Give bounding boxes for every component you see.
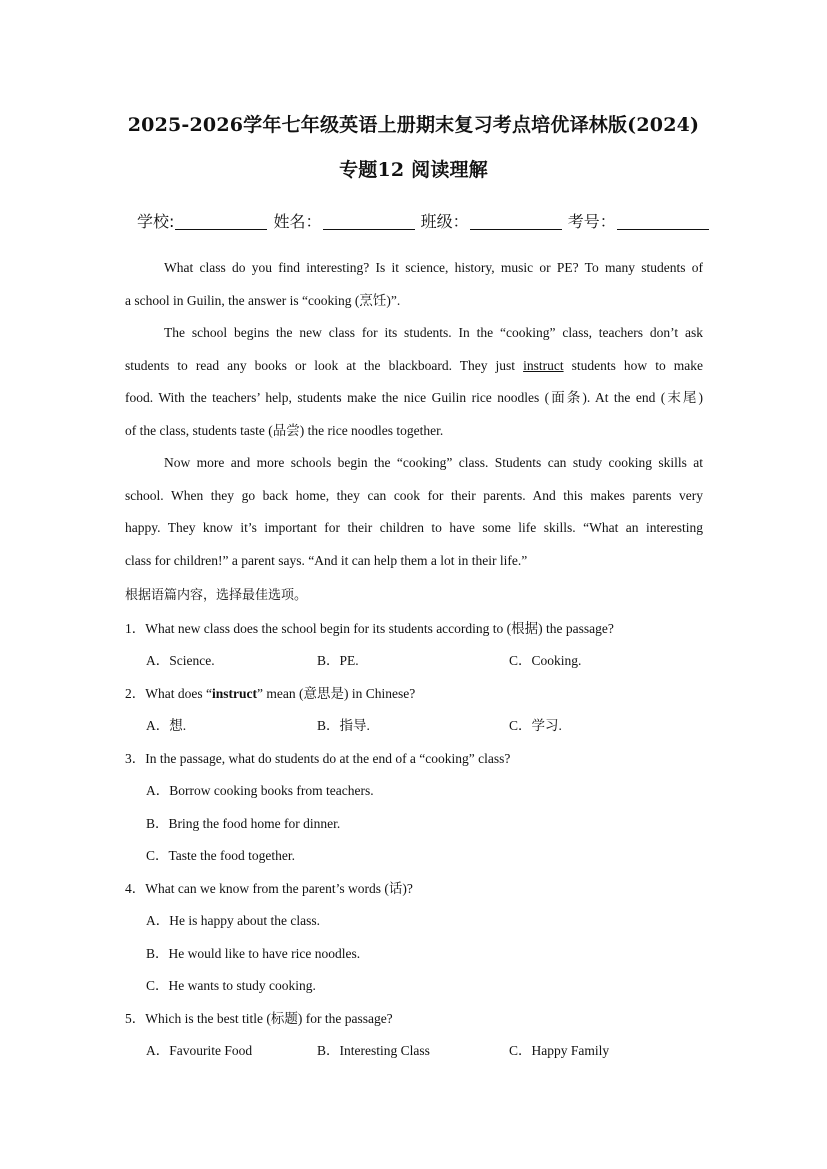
question-text: ” mean (意思是) in Chinese?	[256, 686, 416, 701]
document-title: 2025-2026学年七年级英语上册期末复习考点培优译林版(2024)	[127, 114, 700, 136]
option-c[interactable]: C．Cooking.	[509, 653, 582, 668]
passage-line: Now more and more schools begin the “cooking” class. Students can study cooking skills at	[164, 455, 703, 470]
underlined-word-instruct: instruct	[523, 358, 564, 373]
option-c[interactable]: C．Taste the food together.	[146, 848, 296, 863]
question-stem: 4．What can we know from the parent’s words (话)?	[125, 881, 413, 896]
option-b[interactable]: B．He would like to have rice noodles.	[146, 946, 361, 961]
passage-line: class for children!” a parent says. “And it can help them a lot in their life.”	[125, 553, 528, 568]
document-subtitle: 专题12 阅读理解	[339, 159, 488, 181]
passage-text: students how to make	[571, 358, 703, 373]
instruction-text: 根据语篇内容，选择最佳选项。	[125, 588, 308, 603]
name-blank[interactable]	[323, 215, 415, 230]
student-info-line	[137, 209, 710, 232]
question-stem: 1．What new class does the school begin for its students according to (根据) the passage?	[125, 621, 614, 636]
option-a[interactable]: A．Science.	[146, 653, 215, 668]
id-blank[interactable]	[617, 215, 709, 230]
school-label: 学校:	[137, 212, 175, 231]
option-a[interactable]: A．Borrow cooking books from teachers.	[146, 783, 374, 798]
passage-line: What class do you find interesting? Is it science, history, music or PE? To many students of	[164, 260, 703, 275]
passage-line: happy. They know it’s important for their children to have some life skills. “What an interesting	[125, 520, 703, 535]
option-a[interactable]: A．想.	[146, 718, 187, 733]
question-stem: 5．Which is the best title (标题) for the passage?	[125, 1011, 393, 1026]
option-c[interactable]: C．学习.	[509, 718, 562, 733]
option-b[interactable]: B．Bring the food home for dinner.	[146, 816, 341, 831]
passage-line: of the class, students taste (品尝) the rice noodles together.	[125, 423, 444, 438]
passage-line: The school begins the new class for its students. In the “cooking” class, teachers don’t ask	[164, 325, 703, 340]
id-label: 考号：	[567, 212, 616, 231]
option-b[interactable]: B．Interesting Class	[317, 1043, 430, 1058]
option-a[interactable]: A．Favourite Food	[146, 1043, 253, 1058]
option-b[interactable]: B．PE.	[317, 653, 359, 668]
question-stem: 3．In the passage, what do students do at the end of a “cooking” class?	[125, 751, 511, 766]
option-c[interactable]: C．Happy Family	[509, 1043, 610, 1058]
question-stem	[125, 682, 415, 702]
name-label: 姓名：	[273, 212, 322, 231]
option-a[interactable]: A．He is happy about the class.	[146, 913, 320, 928]
question-text: 2．What does “	[125, 686, 212, 701]
passage-line	[125, 357, 703, 375]
passage-line: a school in Guilin, the answer is “cooking (烹饪)”.	[125, 293, 401, 308]
school-blank[interactable]	[175, 215, 267, 230]
class-label: 班级：	[420, 212, 469, 231]
class-blank[interactable]	[470, 215, 562, 230]
option-b[interactable]: B．指导.	[317, 718, 370, 733]
passage-line: food. With the teachers’ help, students make the nice Guilin rice noodles (面条). At the end (末尾)	[125, 390, 703, 405]
question-keyword: instruct	[211, 686, 257, 701]
option-c[interactable]: C．He wants to study cooking.	[146, 978, 316, 993]
passage-text: students to read any books or look at the blackboard. They just	[125, 358, 516, 373]
passage-line: school. When they go back home, they can cook for their parents. And this makes parents very	[125, 488, 703, 503]
